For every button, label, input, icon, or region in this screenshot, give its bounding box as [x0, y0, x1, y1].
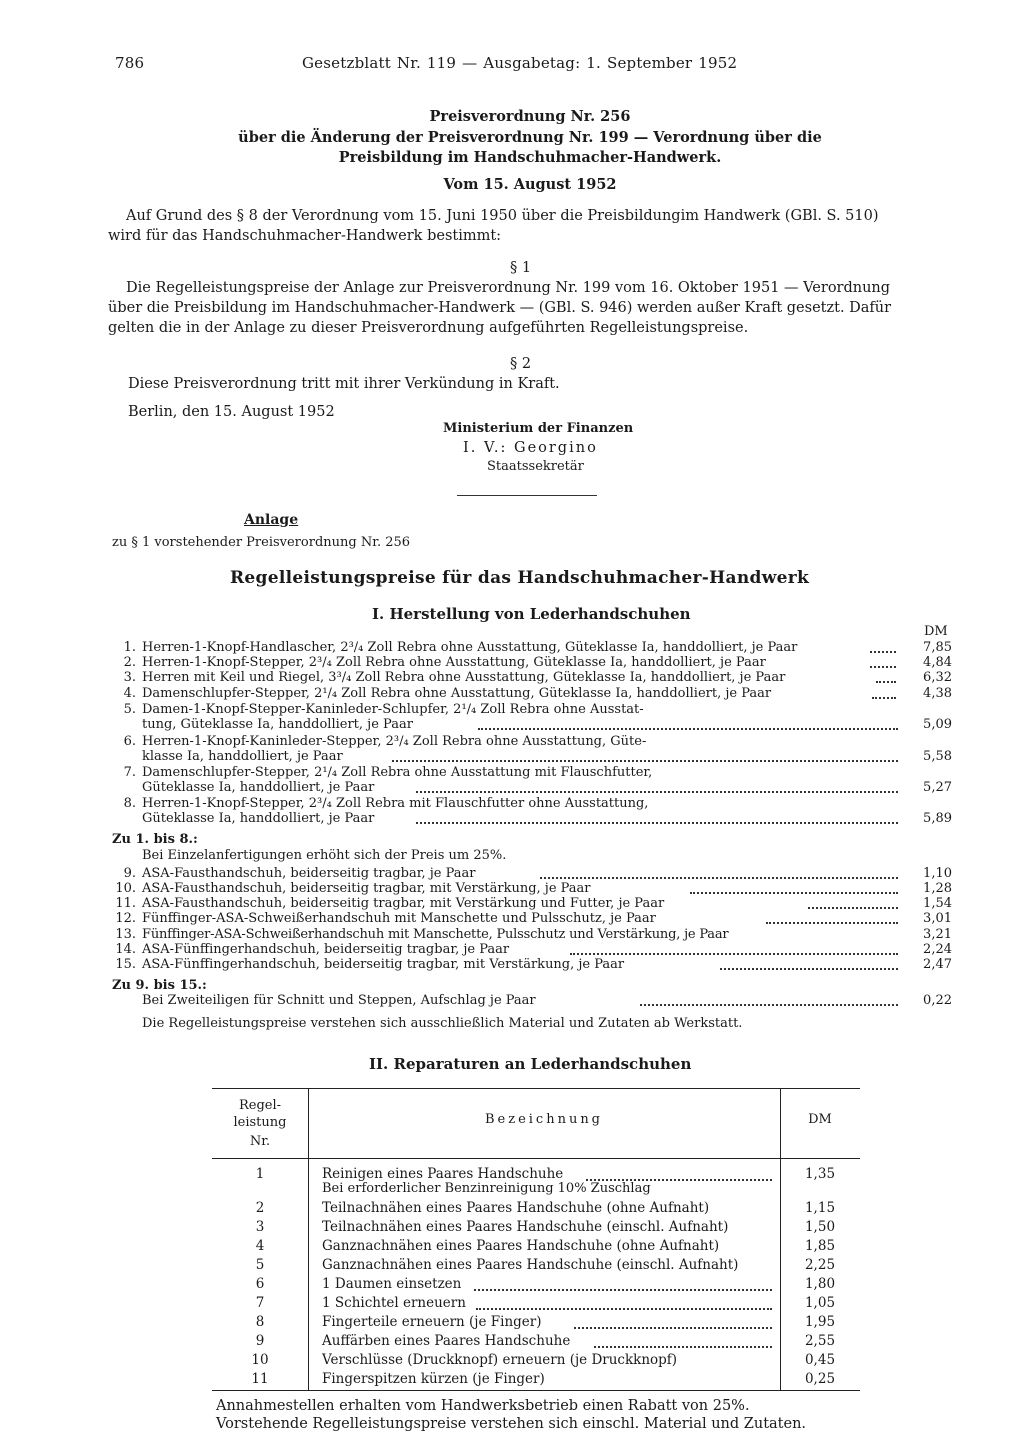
note-label-9-15: Zu 9. bis 15.: — [112, 978, 207, 993]
item-text: ASA-Fünffingerhandschuh, beiderseitig tragbar, mit Verstärkung, je Paar — [142, 957, 625, 972]
footer-line-2: Vorstehende Regelleistungspreise verstehen sich einschl. Material und Zutaten. — [216, 1416, 807, 1432]
row-description: Reinigen eines Paares Handschuhe — [322, 1166, 564, 1182]
col-header-nr-1: Regel- — [238, 1098, 282, 1113]
dot-leader — [808, 907, 898, 909]
signature-divider — [457, 495, 597, 496]
gazette-header: Gesetzblatt Nr. 119 — Ausgabetag: 1. September 1952 — [302, 54, 738, 72]
row-number: 6 — [255, 1276, 265, 1292]
dot-leader — [872, 697, 896, 699]
item-text-continuation: Güteklasse Ia, handdolliert, je Paar — [142, 780, 375, 795]
list-item — [0, 640, 1024, 655]
ordinance-date: Vom 15. August 1952 — [443, 176, 617, 193]
item-text: Herren-1-Knopf-Handlascher, 2³/₄ Zoll Rebra ohne Ausstattung, Güteklasse Ia, handdolliert, je Paar — [142, 640, 798, 655]
col-header-nr-2: leistung — [233, 1115, 287, 1130]
list-item — [0, 734, 1024, 749]
surcharge-row — [0, 993, 1024, 1008]
page-number: 786 — [115, 54, 145, 72]
annex-reference: zu § 1 vorstehender Preisverordnung Nr. 256 — [112, 535, 411, 550]
item-text: Herren mit Keil und Riegel, 3³/₄ Zoll Rebra ohne Ausstattung, Güteklasse Ia, handdolliert, je Paar — [142, 670, 786, 685]
item-number: 11. — [115, 896, 136, 911]
note-text-1-8: Bei Einzelanfertigungen erhöht sich der Preis um 25%. — [142, 848, 507, 863]
row-price: 1,85 — [804, 1238, 836, 1254]
item-number: 7. — [123, 765, 136, 780]
item-number: 6. — [123, 734, 136, 749]
note-label-1-8: Zu 1. bis 8.: — [112, 832, 198, 847]
surcharge-price: 0,22 — [923, 993, 952, 1008]
ministry-name: Ministerium der Finanzen — [443, 421, 634, 436]
item-price: 5,89 — [923, 811, 952, 826]
row-number: 3 — [255, 1219, 265, 1235]
row-number: 4 — [255, 1238, 265, 1254]
row-price: 1,50 — [804, 1219, 836, 1235]
table-row — [212, 1238, 860, 1257]
item-price: 2,24 — [923, 942, 952, 957]
section-ii-title: II. Reparaturen an Lederhandschuhen — [369, 1055, 692, 1073]
item-price: 1,54 — [923, 896, 952, 911]
row-price: 2,25 — [804, 1257, 836, 1273]
section-i-title: I. Herstellung von Lederhandschuhen — [372, 605, 691, 623]
row-price: 2,55 — [804, 1333, 836, 1349]
row-description: 1 Daumen einsetzen — [322, 1276, 462, 1292]
pricing-note: Die Regelleistungspreise verstehen sich ausschließlich Material und Zutaten ab Werkstatt. — [142, 1016, 743, 1031]
row-price: 0,45 — [804, 1352, 836, 1368]
row-number: 8 — [255, 1314, 265, 1330]
row-price: 1,35 — [804, 1166, 836, 1182]
row-number: 1 — [255, 1166, 265, 1182]
row-description: Verschlüsse (Druckknopf) erneuern (je Druckknopf) — [322, 1352, 678, 1368]
item-number: 14. — [115, 942, 136, 957]
item-price: 3,21 — [923, 927, 952, 942]
table-row — [212, 1257, 860, 1276]
row-description: Ganznachnähen eines Paares Handschuhe (ohne Aufnaht) — [322, 1238, 720, 1254]
dot-leader — [876, 681, 896, 683]
col-header-nr-3: Nr. — [249, 1134, 271, 1149]
item-price: 1,28 — [923, 881, 952, 896]
list-item — [0, 866, 1024, 881]
section-1-line-1: Die Regelleistungspreise der Anlage zur Preisverordnung Nr. 199 vom 16. Oktober 1951 — Verordnung — [126, 280, 891, 296]
item-price: 6,32 — [923, 670, 952, 685]
item-text: Herren-1-Knopf-Stepper, 2³/₄ Zoll Rebra ohne Ausstattung, Güteklasse Ia, handdolliert, je Paar — [142, 655, 766, 670]
item-price: 2,47 — [923, 957, 952, 972]
row-description-note: Bei erforderlicher Benzinreinigung 10% Zuschlag — [322, 1181, 651, 1196]
list-item — [0, 942, 1024, 957]
item-price: 3,01 — [923, 911, 952, 926]
item-number: 13. — [115, 927, 136, 942]
table-header-border — [212, 1158, 860, 1159]
signer-role: Staatssekretär — [487, 459, 584, 474]
row-price: 1,95 — [804, 1314, 836, 1330]
dot-leader — [574, 1327, 772, 1329]
dot-leader — [766, 922, 898, 924]
row-description: Teilnachnähen eines Paares Handschuhe (einschl. Aufnaht) — [322, 1219, 729, 1235]
row-number: 7 — [255, 1295, 265, 1311]
row-price: 1,05 — [804, 1295, 836, 1311]
row-price: 1,80 — [804, 1276, 836, 1292]
list-item-continuation — [0, 749, 1024, 764]
item-text-continuation: Güteklasse Ia, handdolliert, je Paar — [142, 811, 375, 826]
table-row — [212, 1314, 860, 1333]
table-row-note — [212, 1181, 860, 1200]
dot-leader — [870, 666, 896, 668]
repair-table — [212, 1088, 860, 1396]
dot-leader — [870, 651, 896, 653]
item-number: 5. — [123, 702, 136, 717]
item-price: 4,38 — [923, 686, 952, 701]
item-number: 8. — [123, 796, 136, 811]
list-item — [0, 927, 1024, 942]
list-item — [0, 765, 1024, 780]
item-text: Herren-1-Knopf-Kaninleder-Stepper, 2³/₄ Zoll Rebra ohne Ausstattung, Güte- — [142, 734, 647, 749]
item-price: 5,58 — [923, 749, 952, 764]
item-price: 7,85 — [923, 640, 952, 655]
item-text: ASA-Fausthandschuh, beiderseitig tragbar, mit Verstärkung und Futter, je Paar — [142, 896, 665, 911]
list-item — [0, 670, 1024, 685]
item-number: 10. — [115, 881, 136, 896]
item-text-continuation: tung, Güteklasse Ia, handdolliert, je Paar — [142, 717, 413, 732]
item-text: ASA-Fausthandschuh, beiderseitig tragbar, mit Verstärkung, je Paar — [142, 881, 591, 896]
list-item-continuation — [0, 811, 1024, 826]
item-text-continuation: klasse Ia, handdolliert, je Paar — [142, 749, 343, 764]
section-1-line-2: über die Preisbildung im Handschuhmacher-Handwerk — (GBl. S. 946) werden außer Kraft gesetzt. Dafür — [108, 300, 892, 316]
section-2-line-1: Diese Preisverordnung tritt mit ihrer Verkündung in Kraft. — [128, 376, 560, 392]
row-description: Ganznachnähen eines Paares Handschuhe (einschl. Aufnaht) — [322, 1257, 739, 1273]
dot-leader — [570, 953, 898, 955]
row-description: Fingerspitzen kürzen (je Finger) — [322, 1371, 545, 1387]
dot-leader — [594, 1346, 772, 1348]
row-description: Teilnachnähen eines Paares Handschuhe (ohne Aufnaht) — [322, 1200, 710, 1216]
list-item — [0, 957, 1024, 972]
table-top-border — [212, 1088, 860, 1089]
row-number: 2 — [255, 1200, 265, 1216]
dot-leader — [720, 968, 898, 970]
table-bottom-border — [212, 1390, 860, 1391]
item-number: 3. — [123, 670, 136, 685]
table-row — [212, 1333, 860, 1352]
item-text: Damenschlupfer-Stepper, 2¹/₄ Zoll Rebra ohne Ausstattung mit Flauschfutter, — [142, 765, 653, 780]
item-number: 12. — [115, 911, 136, 926]
row-description: 1 Schichtel erneuern — [322, 1295, 466, 1311]
item-text: Fünffinger-ASA-Schweißerhandschuh mit Manschette und Pulsschutz, je Paar — [142, 911, 656, 926]
table-row — [212, 1352, 860, 1371]
annex-label: Anlage — [244, 512, 299, 528]
item-price: 4,84 — [923, 655, 952, 670]
dot-leader — [416, 791, 898, 793]
item-price: 5,09 — [923, 717, 952, 732]
dot-leader — [478, 728, 898, 730]
signer-name: I. V.: Georgino — [463, 440, 598, 456]
intro-line-1: Auf Grund des § 8 der Verordnung vom 15. Juni 1950 über die Preisbildungim Handwerk (GBl. S. 510) — [126, 208, 879, 224]
dot-leader — [476, 1308, 772, 1310]
item-price: 1,10 — [923, 866, 952, 881]
section-1-heading: § 1 — [510, 260, 532, 276]
list-item — [0, 702, 1024, 717]
item-number: 2. — [123, 655, 136, 670]
row-price: 0,25 — [804, 1371, 836, 1387]
table-row — [212, 1276, 860, 1295]
currency-header: DM — [924, 624, 948, 639]
dot-leader — [474, 1289, 772, 1291]
table-row — [212, 1219, 860, 1238]
row-description: Auffärben eines Paares Handschuhe — [322, 1333, 571, 1349]
item-text: Damen-1-Knopf-Stepper-Kaninleder-Schlupfer, 2¹/₄ Zoll Rebra ohne Ausstat- — [142, 702, 644, 717]
list-item-continuation — [0, 717, 1024, 732]
ordinance-subtitle-2: Preisbildung im Handschuhmacher-Handwerk. — [338, 149, 722, 166]
item-number: 4. — [123, 686, 136, 701]
list-item — [0, 686, 1024, 701]
section-1-line-3: gelten die in der Anlage zu dieser Preisverordnung aufgeführten Regelleistungspreise. — [108, 320, 749, 336]
row-number: 11 — [251, 1371, 269, 1387]
table-row — [212, 1200, 860, 1219]
row-description: Fingerteile erneuern (je Finger) — [322, 1314, 542, 1330]
intro-line-2: wird für das Handschuhmacher-Handwerk bestimmt: — [108, 228, 502, 244]
item-price: 5,27 — [923, 780, 952, 795]
col-header-dm: DM — [808, 1112, 832, 1127]
item-text: Fünffinger-ASA-Schweißerhandschuh mit Manschette, Pulsschutz und Verstärkung, je Paar — [142, 927, 729, 942]
row-number: 5 — [255, 1257, 265, 1273]
row-number: 10 — [251, 1352, 269, 1368]
dot-leader — [540, 877, 898, 879]
dot-leader — [690, 892, 898, 894]
annex-title: Regelleistungspreise für das Handschuhmacher-Handwerk — [230, 568, 810, 588]
list-item — [0, 911, 1024, 926]
item-text: ASA-Fausthandschuh, beiderseitig tragbar, je Paar — [142, 866, 476, 881]
item-number: 15. — [115, 957, 136, 972]
surcharge-text: Bei Zweiteiligen für Schnitt und Steppen, Aufschlag je Paar — [142, 993, 536, 1008]
ordinance-title: Preisverordnung Nr. 256 — [429, 108, 631, 125]
col-header-description: Bezeichnung — [484, 1112, 604, 1127]
place-date: Berlin, den 15. August 1952 — [128, 404, 335, 420]
ordinance-subtitle-1: über die Änderung der Preisverordnung Nr. 199 — Verordnung über die — [238, 129, 822, 146]
item-text: ASA-Fünffingerhandschuh, beiderseitig tragbar, je Paar — [142, 942, 510, 957]
table-row — [212, 1371, 860, 1390]
item-number: 1. — [123, 640, 136, 655]
list-item — [0, 796, 1024, 811]
row-price: 1,15 — [804, 1200, 836, 1216]
item-number: 9. — [123, 866, 136, 881]
list-item — [0, 896, 1024, 911]
footer-line-1: Annahmestellen erhalten vom Handwerksbetrieb einen Rabatt von 25%. — [216, 1398, 750, 1414]
dot-leader — [392, 760, 898, 762]
table-row — [212, 1295, 860, 1314]
row-number: 9 — [255, 1333, 265, 1349]
dot-leader — [640, 1004, 898, 1006]
item-text: Herren-1-Knopf-Stepper, 2³/₄ Zoll Rebra mit Flauschfutter ohne Ausstattung, — [142, 796, 649, 811]
dot-leader — [416, 822, 898, 824]
section-2-heading: § 2 — [510, 356, 532, 372]
item-text: Damenschlupfer-Stepper, 2¹/₄ Zoll Rebra ohne Ausstattung, Güteklasse Ia, handdolliert, je Paar — [142, 686, 772, 701]
list-item-continuation — [0, 780, 1024, 795]
list-item — [0, 881, 1024, 896]
list-item — [0, 655, 1024, 670]
